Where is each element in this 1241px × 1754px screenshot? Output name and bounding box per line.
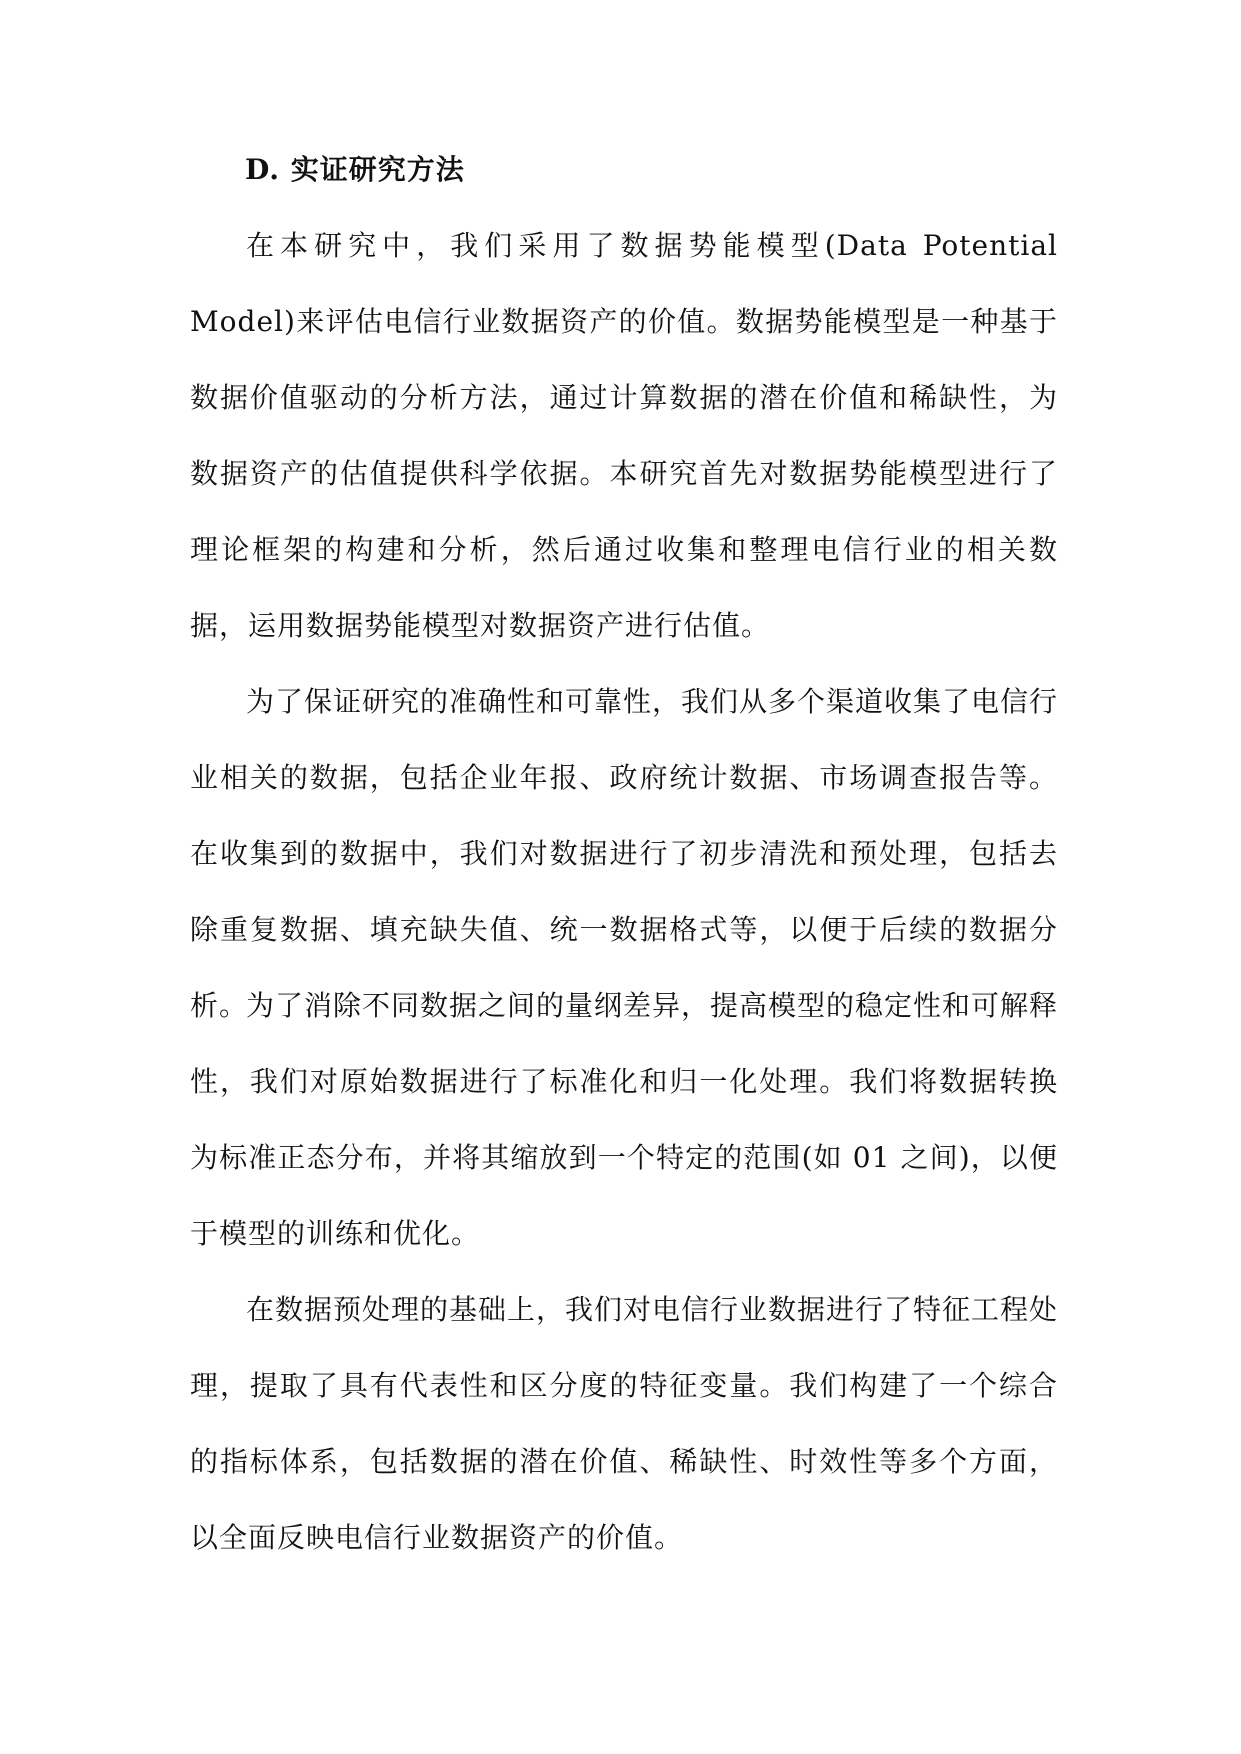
paragraph-4: 在数据预处理的基础上，我们对电信行业数据进行了特征工程处理，提取了具有代表性和区分度的特征变量。我们构建了一个综合的指标体系，包括数据的潜在价值、稀缺性、时效性等多个方面，以全面反映电信行业数据资产的价值。 [190,1293,1059,1554]
section-heading: D. 实证研究方法 [245,153,465,186]
paragraph-1: 在本研究中，我们采用了数据势能模型(Data Potential Model)来评估电信行业数据资产的价值。数据势能模型是一种基于数据价值驱动的分析方法，通过计算数据的潜在价值和稀缺性，为数据资产的估值提供科学依据。本研究首先对数据势能模型进行了理论框架的构建和分析，然后通过收集和整理电信行业的相关数据，运用数据势能模型对数据资产进行估值。 [190,229,1058,642]
paragraph-2: 为了保证研究的准确性和可靠性，我们从多个渠道收集了电信行业相关的数据，包括企业年报、政府统计数据、市场调查报告等。在收集到的数据中，我们对数据进行了初步清洗和预处理，包括去除重复数据、填充缺失值、统一数据格式等，以便于后续的数据分析。 [190,685,1059,1022]
paragraph-3: 为了消除不同数据之间的量纲差异，提高模型的稳定性和可解释性，我们对原始数据进行了标准化和归一化处理。我们将数据转换为标准正态分布，并将其缩放到一个特定的范围(如 01 之间)，以便于模型的训练和优化。 [190,989,1059,1250]
